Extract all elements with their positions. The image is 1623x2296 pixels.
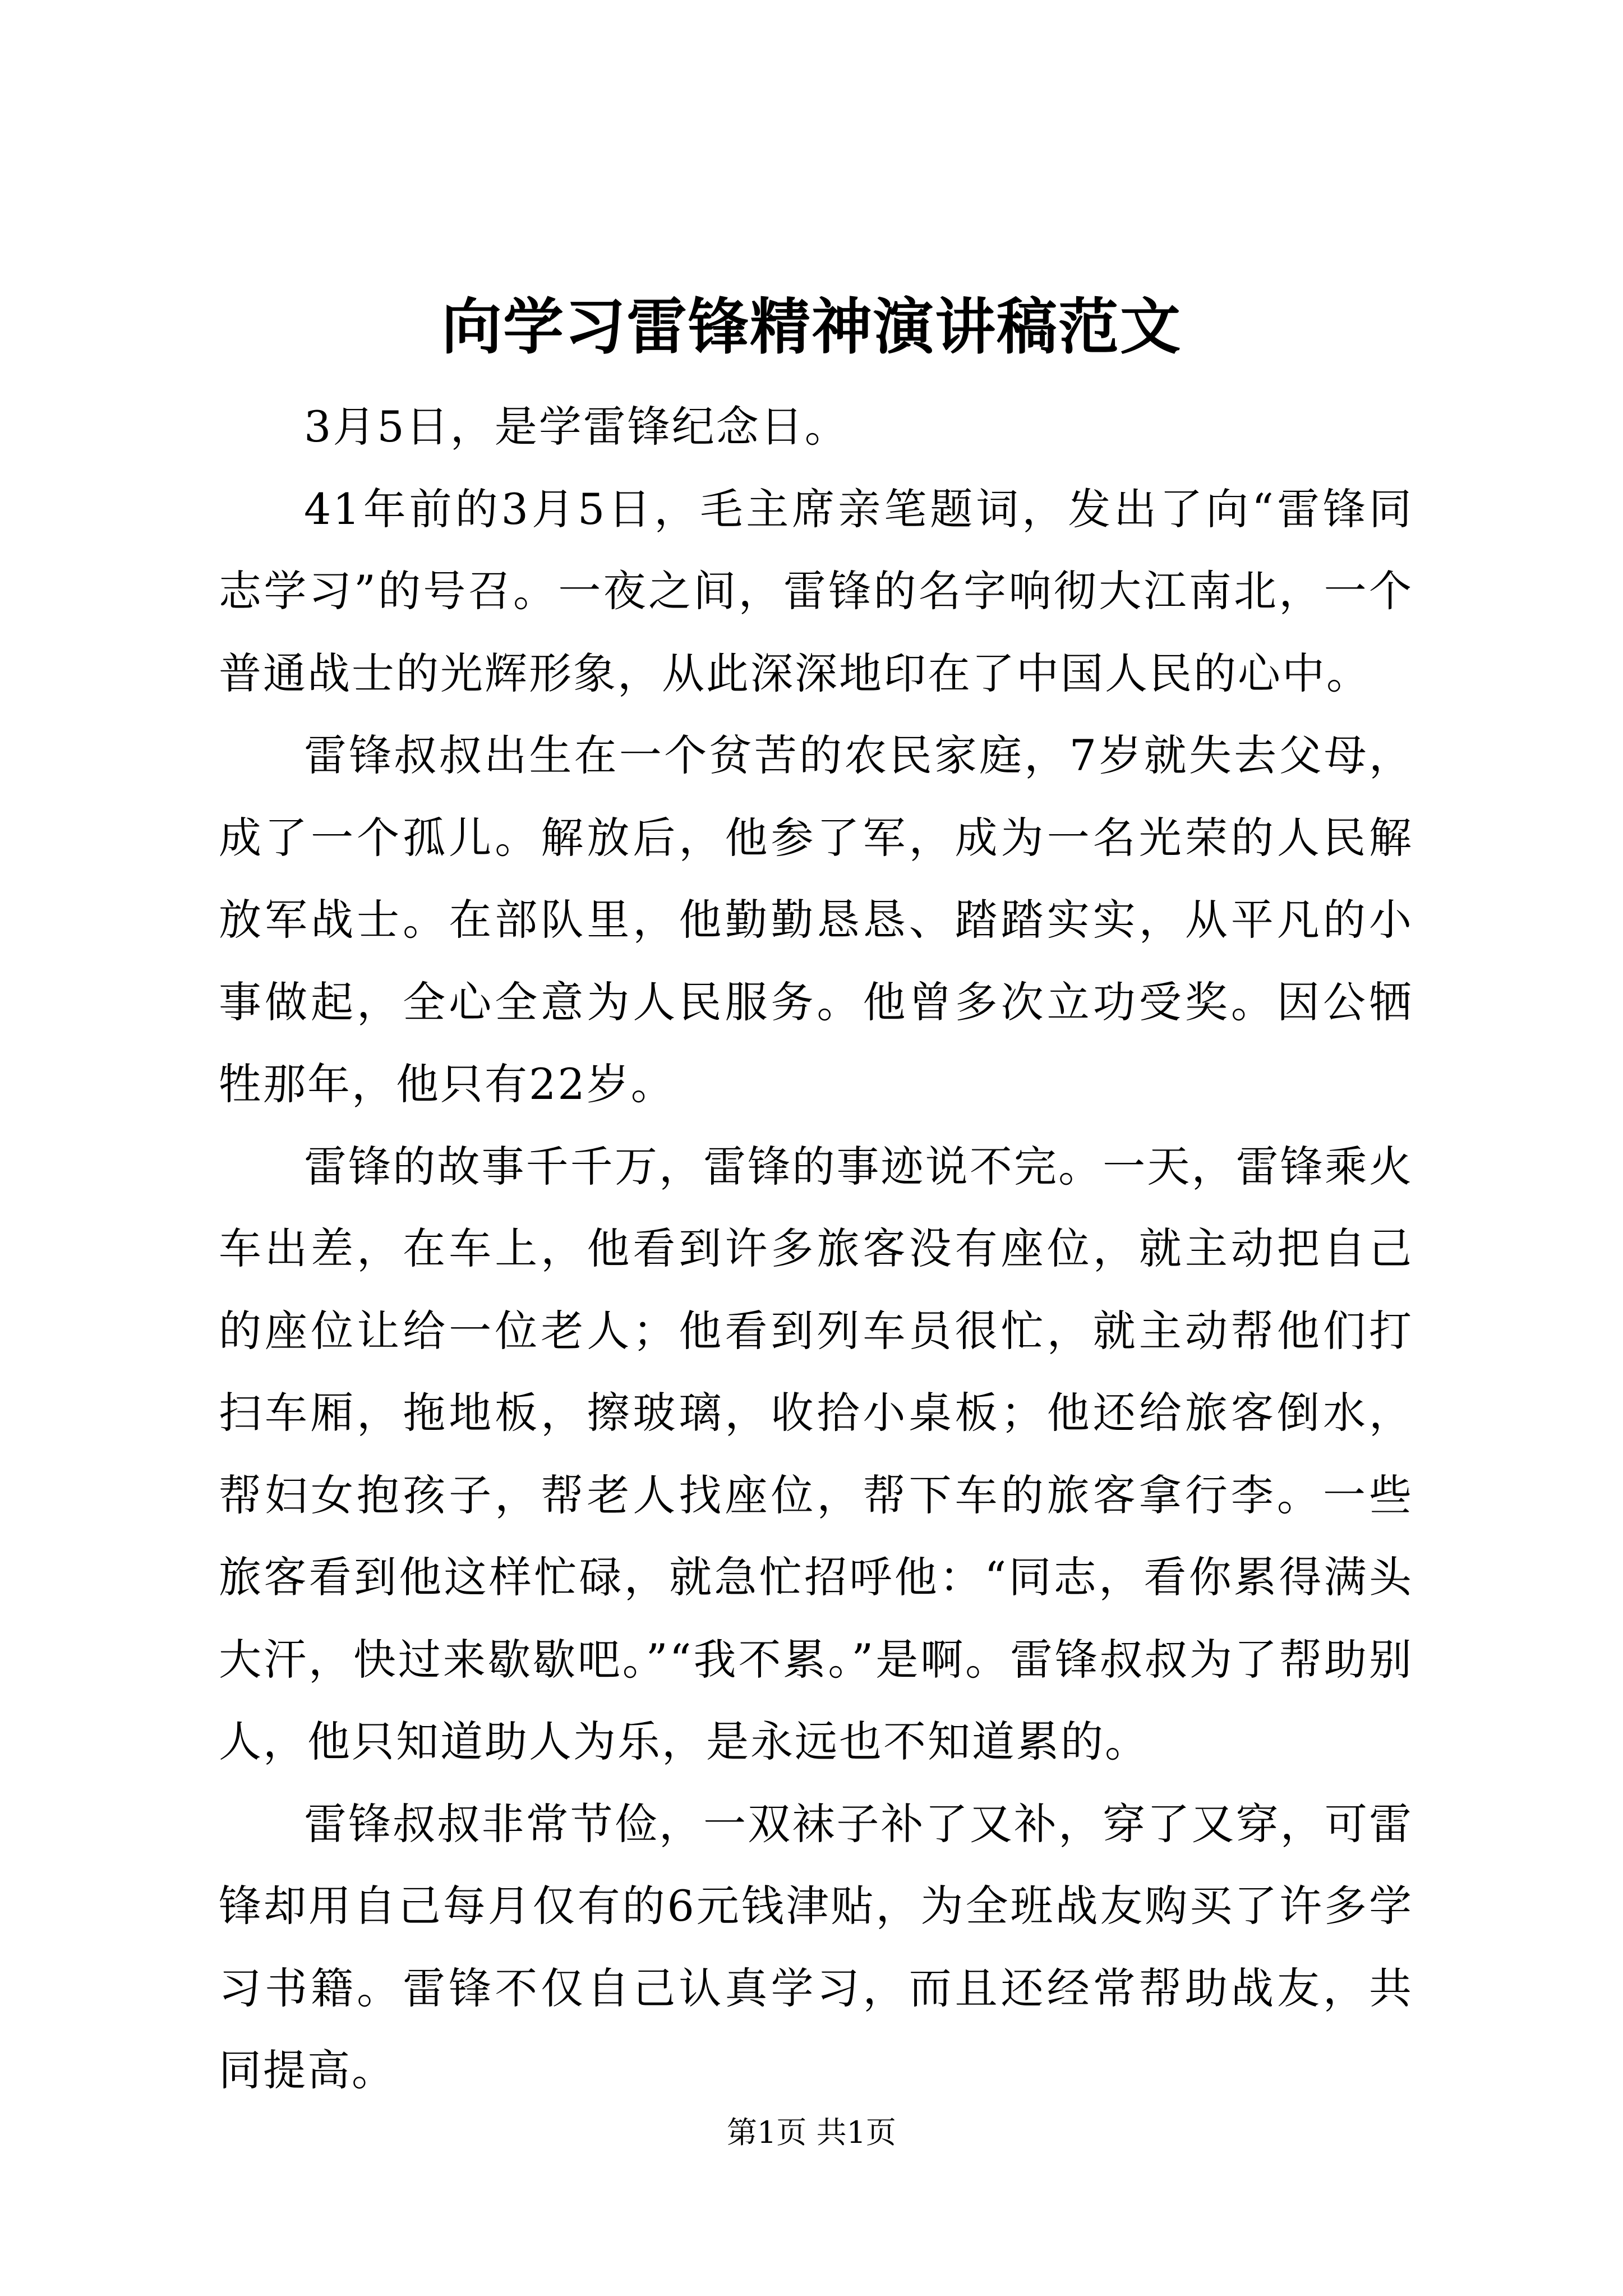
document-title: 向学习雷锋精神演讲稿范文 <box>441 292 1182 362</box>
paragraph-4: 雷锋的故事千千万，雷锋的事迹说不完。一天，雷锋乘火车出差，在车上，他看到许多旅客没有座位，就主动把自己的座位让给一位老人；他看到列车员很忙，就主动帮他们打扫车厢，拖地板，擦玻璃，收拾小桌板；他还给旅客倒水，帮妇女抱孩子，帮老人找座位，帮下车的旅客拿行李。一些旅客看到他这样忙碌，就急忙招呼他：“同志，看你累得满头大汗，快过来歇歇吧。”“我不累。”是啊。雷锋叔叔为了帮助别人，他只知道助人为乐，是永远也不知道累的。 <box>219 1141 1413 1766</box>
paragraph-3: 雷锋叔叔出生在一个贫苦的农民家庭，7岁就失去父母，成了一个孤儿。解放后，他参了军，成为一名光荣的人民解放军战士。在部队里，他勤勤恳恳、踏踏实实，从平凡的小事做起，全心全意为人民服务。他曾多次立功受奖。因公牺牲那年，他只有22岁。 <box>219 730 1413 1109</box>
page-number-footer: 第1页 共1页 <box>727 2115 896 2150</box>
paragraph-2: 41年前的3月5日，毛主席亲笔题词，发出了向“雷锋同志学习”的号召。一夜之间，雷锋的名字响彻大江南北，一个普通战士的光辉形象，从此深深地印在了中国人民的心中。 <box>219 484 1413 698</box>
paragraph-5: 雷锋叔叔非常节俭，一双袜子补了又补，穿了又穿，可雷锋却用自己每月仅有的6元钱津贴，为全班战友购买了许多学习书籍。雷锋不仅自己认真学习，而且还经常帮助战友，共同提高。 <box>219 1798 1413 2095</box>
paragraph-1: 3月5日，是学雷锋纪念日。 <box>304 402 849 452</box>
document-body <box>219 386 1413 2112</box>
